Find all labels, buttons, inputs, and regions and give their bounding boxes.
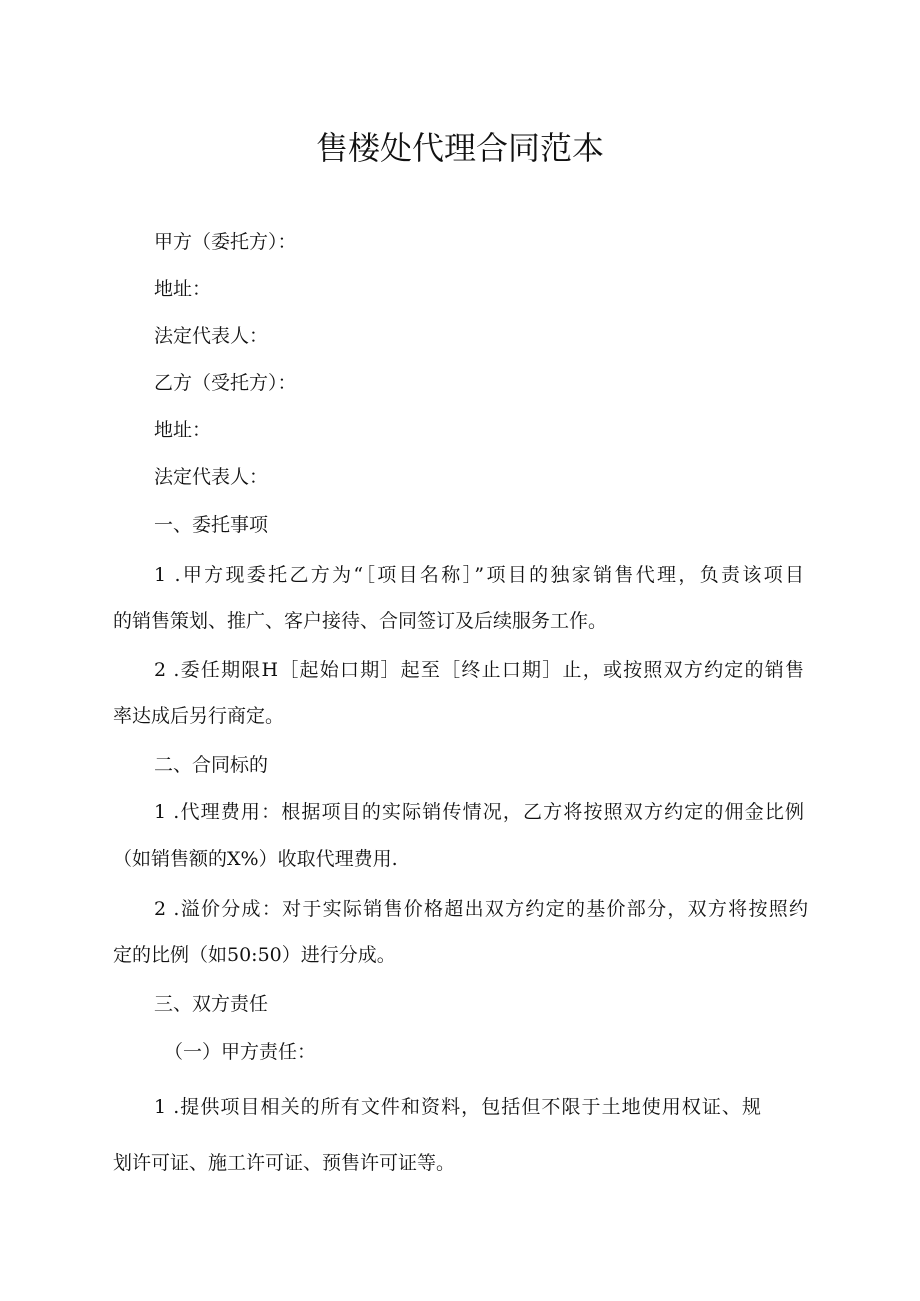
section-3-heading: 三、双方责任 — [154, 993, 269, 1015]
section-2-heading: 二、合同标的 — [154, 754, 269, 776]
party-b-address: 地址： — [154, 419, 212, 441]
document-title: 售楼处代理合同范本 — [315, 129, 604, 167]
section-3-item-1-line-1: 1 .提供项目相关的所有文件和资料，包括但不限于土地使用权证、规 — [154, 1096, 761, 1118]
section-2-item-2-line-2: 定的比例（如50:50）进行分成。 — [113, 944, 396, 966]
party-b-representative: 法定代表人： — [154, 466, 269, 488]
section-3-item-1-line-2: 划许可证、施工许可证、预售许可证等。 — [113, 1152, 456, 1174]
section-1-item-2-line-1: 2 .委任期限H［起始口期］起至［终止口期］止，或按照双方约定的销售 — [154, 659, 804, 681]
section-2-item-1-line-1: 1 .代理费用：根据项目的实际销传情况，乙方将按照双方约定的佣金比例 — [154, 801, 804, 823]
section-1-item-1-line-1: 1 .甲方现委托乙方为“［项目名称］”项目的独家销售代理，负责该项目 — [154, 564, 804, 586]
party-a-representative: 法定代表人： — [154, 325, 269, 347]
section-1-item-2-line-2: 率达成后另行商定。 — [113, 705, 285, 727]
party-a-label: 甲方（委托方）： — [154, 231, 297, 253]
section-1-item-1-line-2: 的销售策划、推广、客户接待、合同签订及后续服务工作。 — [113, 610, 608, 632]
party-b-label: 乙方（受托方）： — [154, 372, 297, 394]
party-a-address: 地址： — [154, 278, 212, 300]
section-1-heading: 一、委托事项 — [154, 514, 269, 536]
section-2-item-2-line-1: 2 .溢价分成：对于实际销售价格超出双方约定的基价部分，双方将按照约 — [154, 898, 808, 920]
section-3-sub-heading: （一）甲方责任： — [164, 1041, 317, 1063]
section-2-item-1-line-2: （如销售额的X%）收取代理费用. — [113, 848, 398, 870]
